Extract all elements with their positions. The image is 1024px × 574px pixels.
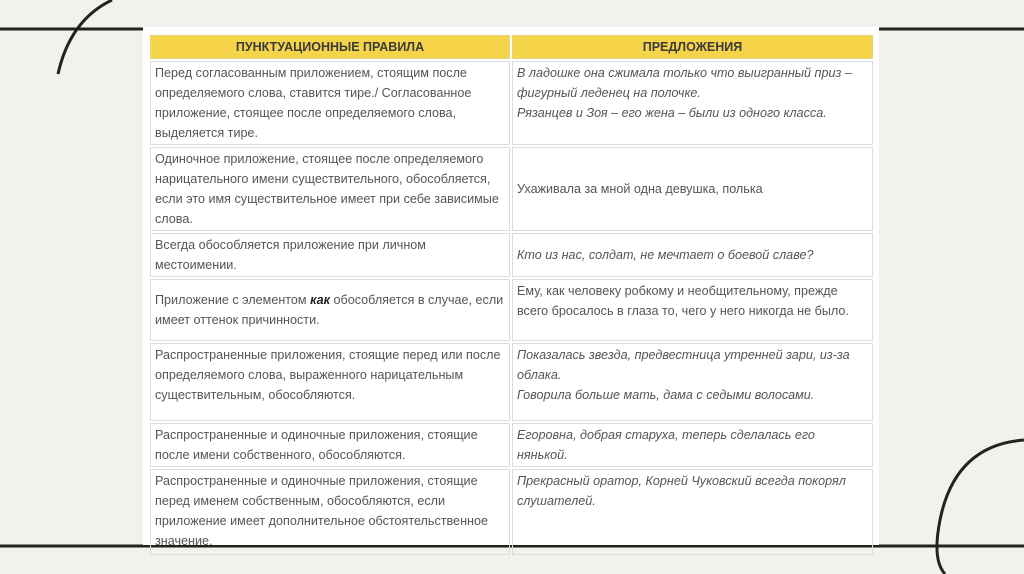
- rule-cell: [150, 279, 510, 341]
- example-cell: [512, 343, 873, 421]
- example-sentence: Говорила больше мать, дама с седыми волосами.: [517, 388, 815, 402]
- rule-cell: Перед согласованным приложением, стоящим после определяемого слова, ставится тире./ Согласованное приложение, стоящее после определяемого слова, выделяется тире.: [150, 61, 510, 145]
- example-sentence: Кто из нас, солдат, не мечтает о боевой славе?: [517, 248, 814, 262]
- rule-cell: Распространенные и одиночные приложения, стоящие после имени собственного, обособляются.: [150, 423, 510, 467]
- rule-text-start: Приложение с элементом: [155, 293, 311, 307]
- header-examples: ПРЕДЛОЖЕНИЯ: [512, 35, 873, 59]
- example-sentence: Егоровна, добрая старуха, теперь сделалась его нянькой.: [517, 428, 815, 462]
- punctuation-rules-table: [148, 33, 875, 557]
- table-row: [150, 469, 873, 555]
- rule-text-end: обособляется в случае, если имеет оттенок причинности.: [155, 293, 504, 327]
- header-rules: ПУНКТУАЦИОННЫЕ ПРАВИЛА: [150, 35, 510, 59]
- example-sentence: Ухаживала за мной одна девушка, полька: [517, 182, 763, 196]
- table-row: [150, 147, 873, 231]
- table-row: [150, 423, 873, 467]
- example-sentence: Прекрасный оратор, Корней Чуковский всегда покорял слушателей.: [517, 474, 846, 508]
- rule-cell: Всегда обособляется приложение при личном местоимении.: [150, 233, 510, 277]
- example-cell: [512, 233, 873, 277]
- table-row: [150, 343, 873, 421]
- example-sentence: Рязанцев и Зоя – его жена – были из одного класса.: [517, 106, 827, 120]
- example-sentence: Ему, как человеку робкому и необщительному, прежде всего бросалось в глаза то, чего у него никогда не было.: [517, 284, 849, 318]
- rule-cell: Распространенные приложения, стоящие перед или после определяемого слова, выраженного нарицательным существительным, обособляются.: [150, 343, 510, 421]
- example-cell: [512, 279, 873, 341]
- example-cell: [512, 423, 873, 467]
- rule-cell: Распространенные и одиночные приложения, стоящие перед именем собственным, обособляются, если приложение имеет дополнительное обстоятельственное значение.: [150, 469, 510, 555]
- rule-text-kak: как: [310, 293, 331, 307]
- table-row: [150, 61, 873, 145]
- table-row: [150, 233, 873, 277]
- slide-content: [143, 27, 879, 548]
- example-sentence: В ладошке она сжимала только что выигранный приз – фигурный леденец на полочке.: [517, 66, 852, 100]
- table-header-row: [150, 35, 873, 59]
- table-row: [150, 279, 873, 341]
- rule-cell: Одиночное приложение, стоящее после определяемого нарицательного имени существительного, обособляется, если это имя существительное имеет при себе зависимые слова.: [150, 147, 510, 231]
- example-cell: [512, 61, 873, 145]
- example-sentence: Показалась звезда, предвестница утренней зари, из-за облака.: [517, 348, 850, 382]
- example-cell: [512, 469, 873, 555]
- example-cell: [512, 147, 873, 231]
